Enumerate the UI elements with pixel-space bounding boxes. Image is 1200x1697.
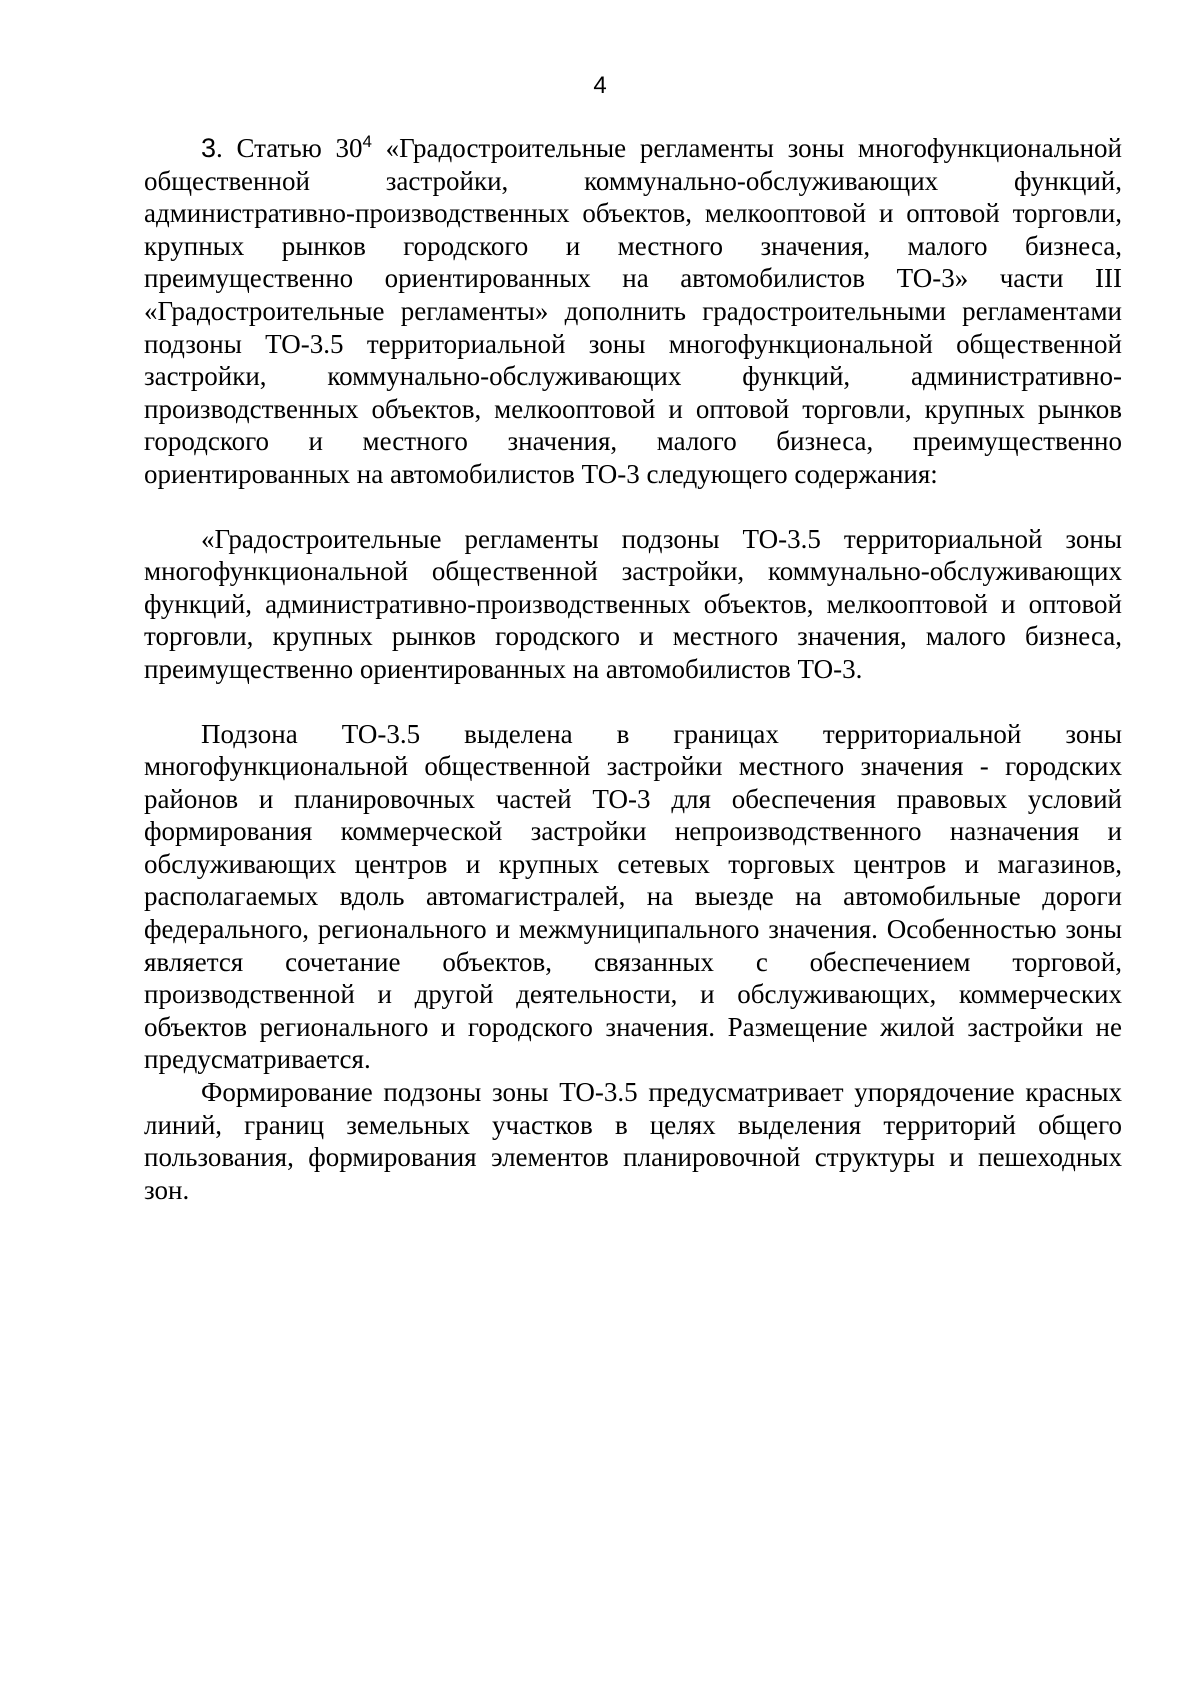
paragraph-subzone-description: Подзона ТО-3.5 выделена в границах территориальной зоны многофункциональной общественной застройки местного значения - городских районов и планировочных частей ТО-3 для обеспечения правовых условий формирования коммерческой застройки непроизводственного назначения и обслуживающих центров и крупных сетевых торговых центров и магазинов, располагаемых вдоль автомагистралей, на выезде на автомобильные дороги федерального, регионального и межмуниципального значения. Особенностью зоны является сочетание объектов, связанных с обеспечением торговой, производственной и другой деятельности, и обслуживающих, коммерческих объектов регионального и городского значения. Размещение жилой застройки не предусматривается. [144, 718, 1122, 1075]
paragraph-subzone-formation: Формирование подзоны зоны ТО-3.5 предусматривает упорядочение красных линий, границ земельных участков в целях выделения территорий общего пользования, формирования элементов планировочной структуры и пешеходных зон. [144, 1077, 1122, 1205]
paragraph-regulations-title: «Градостроительные регламенты подзоны ТО-3.5 территориальной зоны многофункциональной общественной застройки, коммунально-обслуживающих функций, административно-производственных объектов, мелкооптовой и оптовой торговли, крупных рынков городского и местного значения, малого бизнеса, преимущественно ориентированных на автомобилистов ТО-3. [144, 523, 1122, 684]
article-superscript: 4 [362, 131, 372, 151]
document-body [144, 132, 1122, 1206]
page-number: 4 [593, 72, 607, 99]
amendment-text: «Градостроительные регламенты зоны многофункциональной общественной застройки, коммунально-обслуживающих функций, административно-производственных объектов, мелкооптовой и оптовой торговли, крупных рынков городского и местного значения, малого бизнеса, преимущественно ориентированных на автомобилистов ТО-3» части III «Градостроительные регламенты» дополнить градостроительными регламентами подзоны ТО-3.5 территориальной зоны многофункциональной общественной застройки, коммунально-обслуживающих функций, административно-производственных объектов, мелкооптовой и оптовой торговли, крупных рынков городского и местного значения, малого бизнеса, преимущественно ориентированных на автомобилистов ТО-3 следующего содержания: [144, 133, 1122, 489]
article-lead: . Статью 30 [216, 133, 363, 163]
paragraph-amendment [144, 132, 1122, 491]
item-number: 3 [201, 133, 217, 163]
